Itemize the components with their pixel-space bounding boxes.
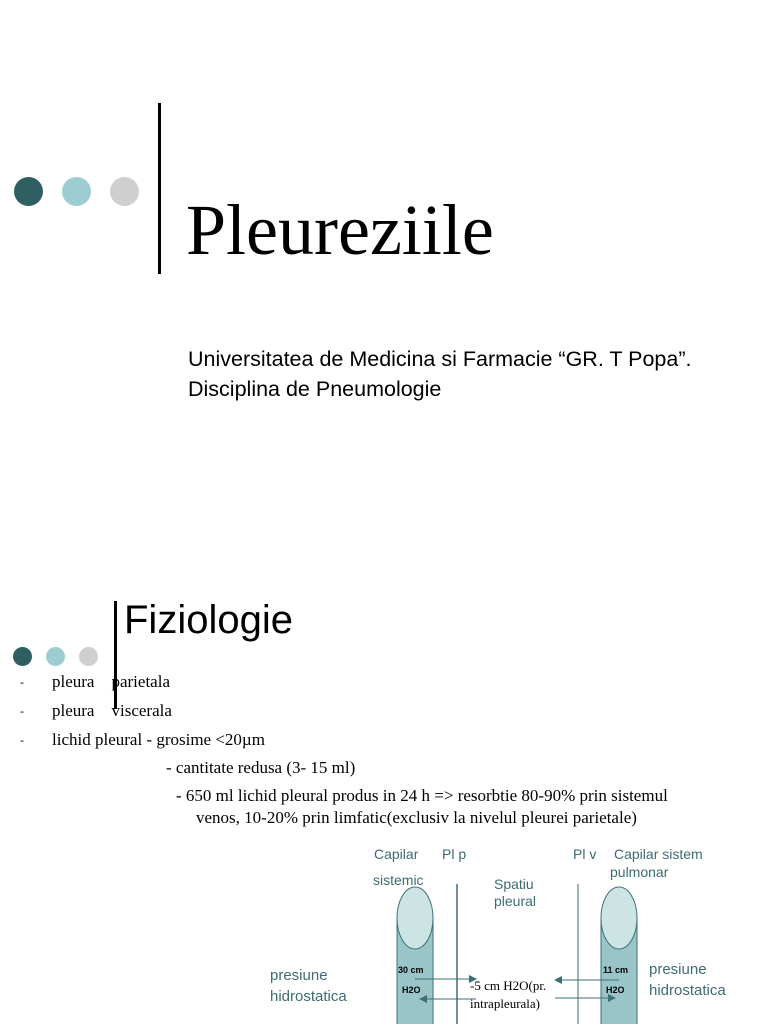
left-pressure-value: 30 cm (398, 965, 424, 975)
label-pleural: pleural (494, 893, 537, 909)
left-pressure-unit: H2O (402, 985, 421, 995)
right-pressure-unit: H2O (606, 985, 625, 995)
slide-title: Fiziologie (124, 598, 293, 642)
label-pl-p: Pl p (442, 846, 467, 862)
label-sistemic: sistemic (373, 872, 424, 888)
decorative-dot-teal (62, 177, 91, 206)
sub-line: venos, 10-20% prin limfatic(exclusiv la nivelul pleurei parietale) (196, 808, 637, 827)
label-pulmonar: pulmonar (610, 864, 669, 880)
right-pressure-label-1: presiune (649, 961, 707, 978)
sub-line: - cantitate redusa (3- 15 ml) (166, 758, 356, 777)
bullet-text: lichid pleural - grosime <20µm (52, 730, 265, 749)
decorative-dot-gray (110, 177, 139, 206)
label-capilar: Capilar (374, 846, 419, 862)
slide-subtitle: Universitatea de Medicina si Farmacie “GR. T Popa”. Disciplina de Pneumologie (188, 347, 692, 401)
sub-line: - 650 ml lichid pleural produs in 24 h => resorbtie 80-90% prin sistemul (176, 786, 668, 805)
label-capilar-sistem: Capilar sistem (614, 846, 703, 862)
title-divider-bar (158, 103, 161, 274)
label-pl-v: Pl v (573, 846, 597, 862)
pulmonary-capillary-cap (601, 887, 637, 949)
left-pressure-label-1: presiune (270, 967, 328, 984)
left-pressure-label-2: hidrostatica (270, 988, 347, 1005)
label-spatiu: Spatiu (494, 876, 534, 892)
intrapleural-pressure-line2: intrapleurala) (470, 996, 541, 1011)
right-pressure-value: 11 cm (603, 965, 629, 975)
intrapleural-pressure-line1: -5 cm H2O(pr. (470, 978, 547, 993)
bullet-text: pleura parietala (52, 672, 170, 691)
pleural-pressure-diagram (0, 512, 768, 1024)
systemic-capillary-cap (397, 887, 433, 949)
right-pressure-label-2: hidrostatica (649, 982, 726, 999)
physiology-slide: Fiziologie - pleura parietala - pleura viscerala - lichid pleural - grosime <20µm - cantitate redusa (3- 15 ml) - 650 ml lichid pleural produs in 24 h => resorbtie 80-90% prin sistemul venos, 10-20% prin limfatic(exclusiv la nivelul pleurei parietale) Capilar sistemic Pl p Pl v Capilar sistem pulmonar Spatiu pleural presiune hidrostatica presiune hidrostatica 30 cm H2O 11 cm H2O -5 cm H2O(pr. intrapleurala) (0, 512, 768, 1024)
decorative-dot-dark (14, 177, 43, 206)
bullet-text: pleura viscerala (52, 701, 172, 720)
slide-title: Pleureziile (186, 190, 494, 270)
